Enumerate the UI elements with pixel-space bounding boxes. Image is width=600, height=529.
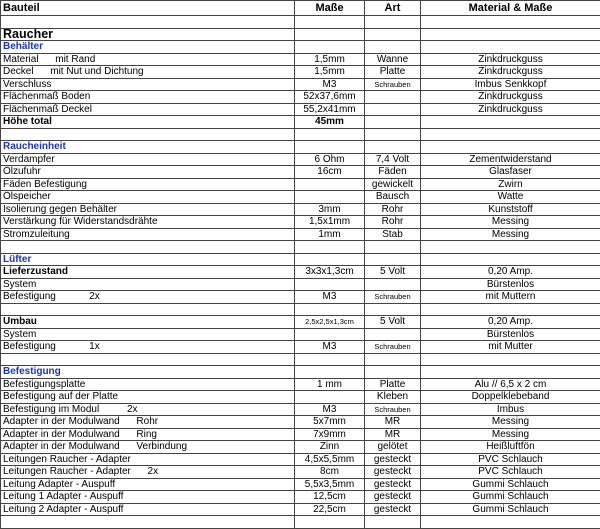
cell-material <box>421 41 600 54</box>
cell-art: Schrauben <box>365 341 421 354</box>
cell-material <box>421 366 600 379</box>
cell-masse <box>295 303 365 316</box>
cell-material: PVC Schlauch <box>421 466 600 479</box>
cell-masse: 1,5mm <box>295 66 365 79</box>
cell-material: Kunststoff <box>421 203 600 216</box>
cell-material: Messing <box>421 228 600 241</box>
cell-bauteil: Adapter in der Modulwand Verbindung <box>1 441 295 454</box>
cell-art: gewickelt <box>365 178 421 191</box>
cell-bauteil: Deckel mit Nut und Dichtung <box>1 66 295 79</box>
cell-art <box>365 253 421 266</box>
table-row <box>1 278 600 291</box>
cell-material: Gummi Schlauch <box>421 491 600 504</box>
header-bauteil: Bauteil <box>1 1 295 16</box>
cell-bauteil: Raucher <box>1 28 295 41</box>
cell-art: Platte <box>365 66 421 79</box>
cell-material <box>421 241 600 254</box>
cell-art: Rohr <box>365 203 421 216</box>
title-row <box>1 28 600 41</box>
cell-art: Bausch <box>365 191 421 204</box>
cell-bauteil: Adapter in der Modulwand Ring <box>1 428 295 441</box>
cell-material <box>421 303 600 316</box>
cell-art: gesteckt <box>365 453 421 466</box>
cell-material: Zinkdruckguss <box>421 91 600 104</box>
cell-material: Heißluftfön <box>421 441 600 454</box>
cell-art: MR <box>365 428 421 441</box>
cell-art: Fäden <box>365 166 421 179</box>
cell-masse: 5,5x3,5mm <box>295 478 365 491</box>
cell-material: Gummi Schlauch <box>421 478 600 491</box>
cell-masse: 1mm <box>295 228 365 241</box>
cell-material <box>421 128 600 141</box>
cell-masse <box>295 353 365 366</box>
cell-material: Zementwiderstand <box>421 153 600 166</box>
cell-masse: 12,5cm <box>295 491 365 504</box>
table-row <box>1 291 600 304</box>
header-material: Material & Maße <box>421 1 600 16</box>
cell-bauteil: Leitung 1 Adapter - Auspuff <box>1 491 295 504</box>
cell-material: Zinkdruckguss <box>421 103 600 116</box>
table-row <box>1 166 600 179</box>
cell-masse: 1,5mm <box>295 53 365 66</box>
cell-bauteil: Verstärkung für Widerstandsdrähte <box>1 216 295 229</box>
cell-art: Stab <box>365 228 421 241</box>
cell-art <box>365 116 421 129</box>
cell-material: Doppelklebeband <box>421 391 600 404</box>
cell-material: Glasfaser <box>421 166 600 179</box>
cell-masse: M3 <box>295 291 365 304</box>
cell-bauteil <box>1 516 295 529</box>
cell-masse <box>295 328 365 341</box>
table-row <box>1 228 600 241</box>
cell-bauteil <box>1 16 295 29</box>
section-row <box>1 366 600 379</box>
sheet-body <box>1 16 600 529</box>
table-row <box>1 428 600 441</box>
cell-masse: 8cm <box>295 466 365 479</box>
cell-material: Bürstenlos <box>421 328 600 341</box>
table-row <box>1 316 600 329</box>
cell-masse <box>295 16 365 29</box>
cell-material: 0,20 Amp. <box>421 266 600 279</box>
cell-masse <box>295 516 365 529</box>
cell-art: Platte <box>365 378 421 391</box>
cell-masse <box>295 278 365 291</box>
cell-material <box>421 28 600 41</box>
cell-art <box>365 16 421 29</box>
cell-masse: 55,2x41mm <box>295 103 365 116</box>
table-row <box>1 178 600 191</box>
cell-masse: 7x9mm <box>295 428 365 441</box>
cell-masse: M3 <box>295 78 365 91</box>
table-row <box>1 416 600 429</box>
cell-art <box>365 278 421 291</box>
cell-material: Zinkdruckguss <box>421 66 600 79</box>
table-row <box>1 378 600 391</box>
table-row <box>1 266 600 279</box>
cell-masse <box>295 141 365 154</box>
cell-bauteil <box>1 353 295 366</box>
cell-bauteil <box>1 303 295 316</box>
table-row <box>1 466 600 479</box>
table-row <box>1 453 600 466</box>
cell-material <box>421 116 600 129</box>
cell-bauteil: Lieferzustand <box>1 266 295 279</box>
cell-bauteil: Befestigung 2x <box>1 291 295 304</box>
cell-art: Rohr <box>365 216 421 229</box>
cell-bauteil: Stromzuleitung <box>1 228 295 241</box>
cell-masse: Zinn <box>295 441 365 454</box>
cell-art <box>365 91 421 104</box>
blank-row <box>1 16 600 29</box>
table-row <box>1 153 600 166</box>
cell-bauteil: Fäden Befestigung <box>1 178 295 191</box>
cell-material: 0,20 Amp. <box>421 316 600 329</box>
cell-art: gesteckt <box>365 491 421 504</box>
cell-material: Alu // 6,5 x 2 cm <box>421 378 600 391</box>
header-row <box>1 1 600 16</box>
cell-art: gesteckt <box>365 466 421 479</box>
table-row <box>1 441 600 454</box>
cell-art <box>365 303 421 316</box>
cell-material <box>421 16 600 29</box>
table-row <box>1 391 600 404</box>
cell-bauteil: Umbau <box>1 316 295 329</box>
cell-material: Gummi Schlauch <box>421 503 600 516</box>
cell-bauteil: Leitung 2 Adapter - Auspuff <box>1 503 295 516</box>
cell-bauteil: Material mit Rand <box>1 53 295 66</box>
cell-art: gesteckt <box>365 478 421 491</box>
cell-material: mit Muttern <box>421 291 600 304</box>
cell-masse: 16cm <box>295 166 365 179</box>
cell-art <box>365 328 421 341</box>
cell-masse: 3mm <box>295 203 365 216</box>
cell-masse <box>295 191 365 204</box>
cell-bauteil: System <box>1 328 295 341</box>
header-masse: Maße <box>295 1 365 16</box>
cell-bauteil: Befestigungsplatte <box>1 378 295 391</box>
cell-material: Bürstenlos <box>421 278 600 291</box>
blank-row <box>1 303 600 316</box>
cell-masse: 52x37,6mm <box>295 91 365 104</box>
cell-masse <box>295 41 365 54</box>
blank-row <box>1 516 600 529</box>
cell-masse <box>295 366 365 379</box>
cell-bauteil: Ölzufuhr <box>1 166 295 179</box>
cell-bauteil: Raucheinheit <box>1 141 295 154</box>
cell-art: 5 Volt <box>365 266 421 279</box>
cell-masse: 1 mm <box>295 378 365 391</box>
cell-bauteil: Befestigung im Modul 2x <box>1 403 295 416</box>
cell-material: Messing <box>421 428 600 441</box>
section-row <box>1 41 600 54</box>
cell-art: Schrauben <box>365 403 421 416</box>
cell-art: Schrauben <box>365 78 421 91</box>
cell-masse <box>295 241 365 254</box>
table-row <box>1 491 600 504</box>
cell-masse: M3 <box>295 341 365 354</box>
cell-material: Zinkdruckguss <box>421 53 600 66</box>
table-row <box>1 78 600 91</box>
cell-art <box>365 366 421 379</box>
cell-material: Messing <box>421 416 600 429</box>
header-art: Art <box>365 1 421 16</box>
cell-art <box>365 141 421 154</box>
cell-art <box>365 28 421 41</box>
cell-masse <box>295 391 365 404</box>
cell-art: 7,4 Volt <box>365 153 421 166</box>
cell-art: gesteckt <box>365 503 421 516</box>
cell-bauteil: Leitungen Raucher - Adapter <box>1 453 295 466</box>
cell-material: mit Mutter <box>421 341 600 354</box>
cell-bauteil: Leitung Adapter - Auspuff <box>1 478 295 491</box>
cell-bauteil: Befestigung <box>1 366 295 379</box>
cell-material: Imbus Senkkopf <box>421 78 600 91</box>
cell-material: Messing <box>421 216 600 229</box>
cell-bauteil <box>1 128 295 141</box>
cell-material <box>421 141 600 154</box>
cell-masse <box>295 253 365 266</box>
cell-bauteil: Lüfter <box>1 253 295 266</box>
cell-art <box>365 516 421 529</box>
table-row <box>1 216 600 229</box>
cell-masse: 22,5cm <box>295 503 365 516</box>
table-row <box>1 103 600 116</box>
table-row <box>1 91 600 104</box>
table-row <box>1 66 600 79</box>
cell-bauteil: Behälter <box>1 41 295 54</box>
cell-material <box>421 353 600 366</box>
blank-row <box>1 241 600 254</box>
table-row <box>1 53 600 66</box>
cell-art <box>365 241 421 254</box>
cell-masse: 6 Ohm <box>295 153 365 166</box>
cell-masse <box>295 128 365 141</box>
cell-bauteil: Verdampfer <box>1 153 295 166</box>
table-row <box>1 403 600 416</box>
blank-row <box>1 128 600 141</box>
section-row <box>1 141 600 154</box>
cell-bauteil: Befestigung auf der Platte <box>1 391 295 404</box>
cell-masse <box>295 28 365 41</box>
table-row <box>1 116 600 129</box>
cell-bauteil: Adapter in der Modulwand Rohr <box>1 416 295 429</box>
cell-art <box>365 353 421 366</box>
table-row <box>1 503 600 516</box>
cell-material: Watte <box>421 191 600 204</box>
cell-art: Wanne <box>365 53 421 66</box>
cell-bauteil: Höhe total <box>1 116 295 129</box>
section-row <box>1 253 600 266</box>
cell-material: Zwirn <box>421 178 600 191</box>
cell-masse: 4,5x5,5mm <box>295 453 365 466</box>
cell-art <box>365 41 421 54</box>
cell-bauteil: Flächenmaß Boden <box>1 91 295 104</box>
cell-material: PVC Schlauch <box>421 453 600 466</box>
cell-art: Schrauben <box>365 291 421 304</box>
cell-bauteil: Befestigung 1x <box>1 341 295 354</box>
cell-material <box>421 253 600 266</box>
cell-bauteil: Flächenmaß Deckel <box>1 103 295 116</box>
table-row <box>1 341 600 354</box>
cell-bauteil: Leitungen Raucher - Adapter 2x <box>1 466 295 479</box>
cell-art: gelötet <box>365 441 421 454</box>
cell-masse: 3x3x1,3cm <box>295 266 365 279</box>
cell-material: Imbus <box>421 403 600 416</box>
cell-masse: 2,5x2,5x1,3cm <box>295 316 365 329</box>
cell-art <box>365 128 421 141</box>
cell-art: 5 Volt <box>365 316 421 329</box>
cell-bauteil: Ölspeicher <box>1 191 295 204</box>
table-row <box>1 328 600 341</box>
cell-art <box>365 103 421 116</box>
table-row <box>1 191 600 204</box>
cell-bauteil: Verschluss <box>1 78 295 91</box>
cell-bauteil <box>1 241 295 254</box>
cell-masse: 5x7mm <box>295 416 365 429</box>
cell-masse: 45mm <box>295 116 365 129</box>
cell-art: MR <box>365 416 421 429</box>
blank-row <box>1 353 600 366</box>
table-row <box>1 478 600 491</box>
cell-bauteil: Isolierung gegen Behälter <box>1 203 295 216</box>
cell-art: Kleben <box>365 391 421 404</box>
cell-masse: M3 <box>295 403 365 416</box>
cell-masse: 1,5x1mm <box>295 216 365 229</box>
table-row <box>1 203 600 216</box>
cell-masse <box>295 178 365 191</box>
cell-material <box>421 516 600 529</box>
cell-bauteil: System <box>1 278 295 291</box>
